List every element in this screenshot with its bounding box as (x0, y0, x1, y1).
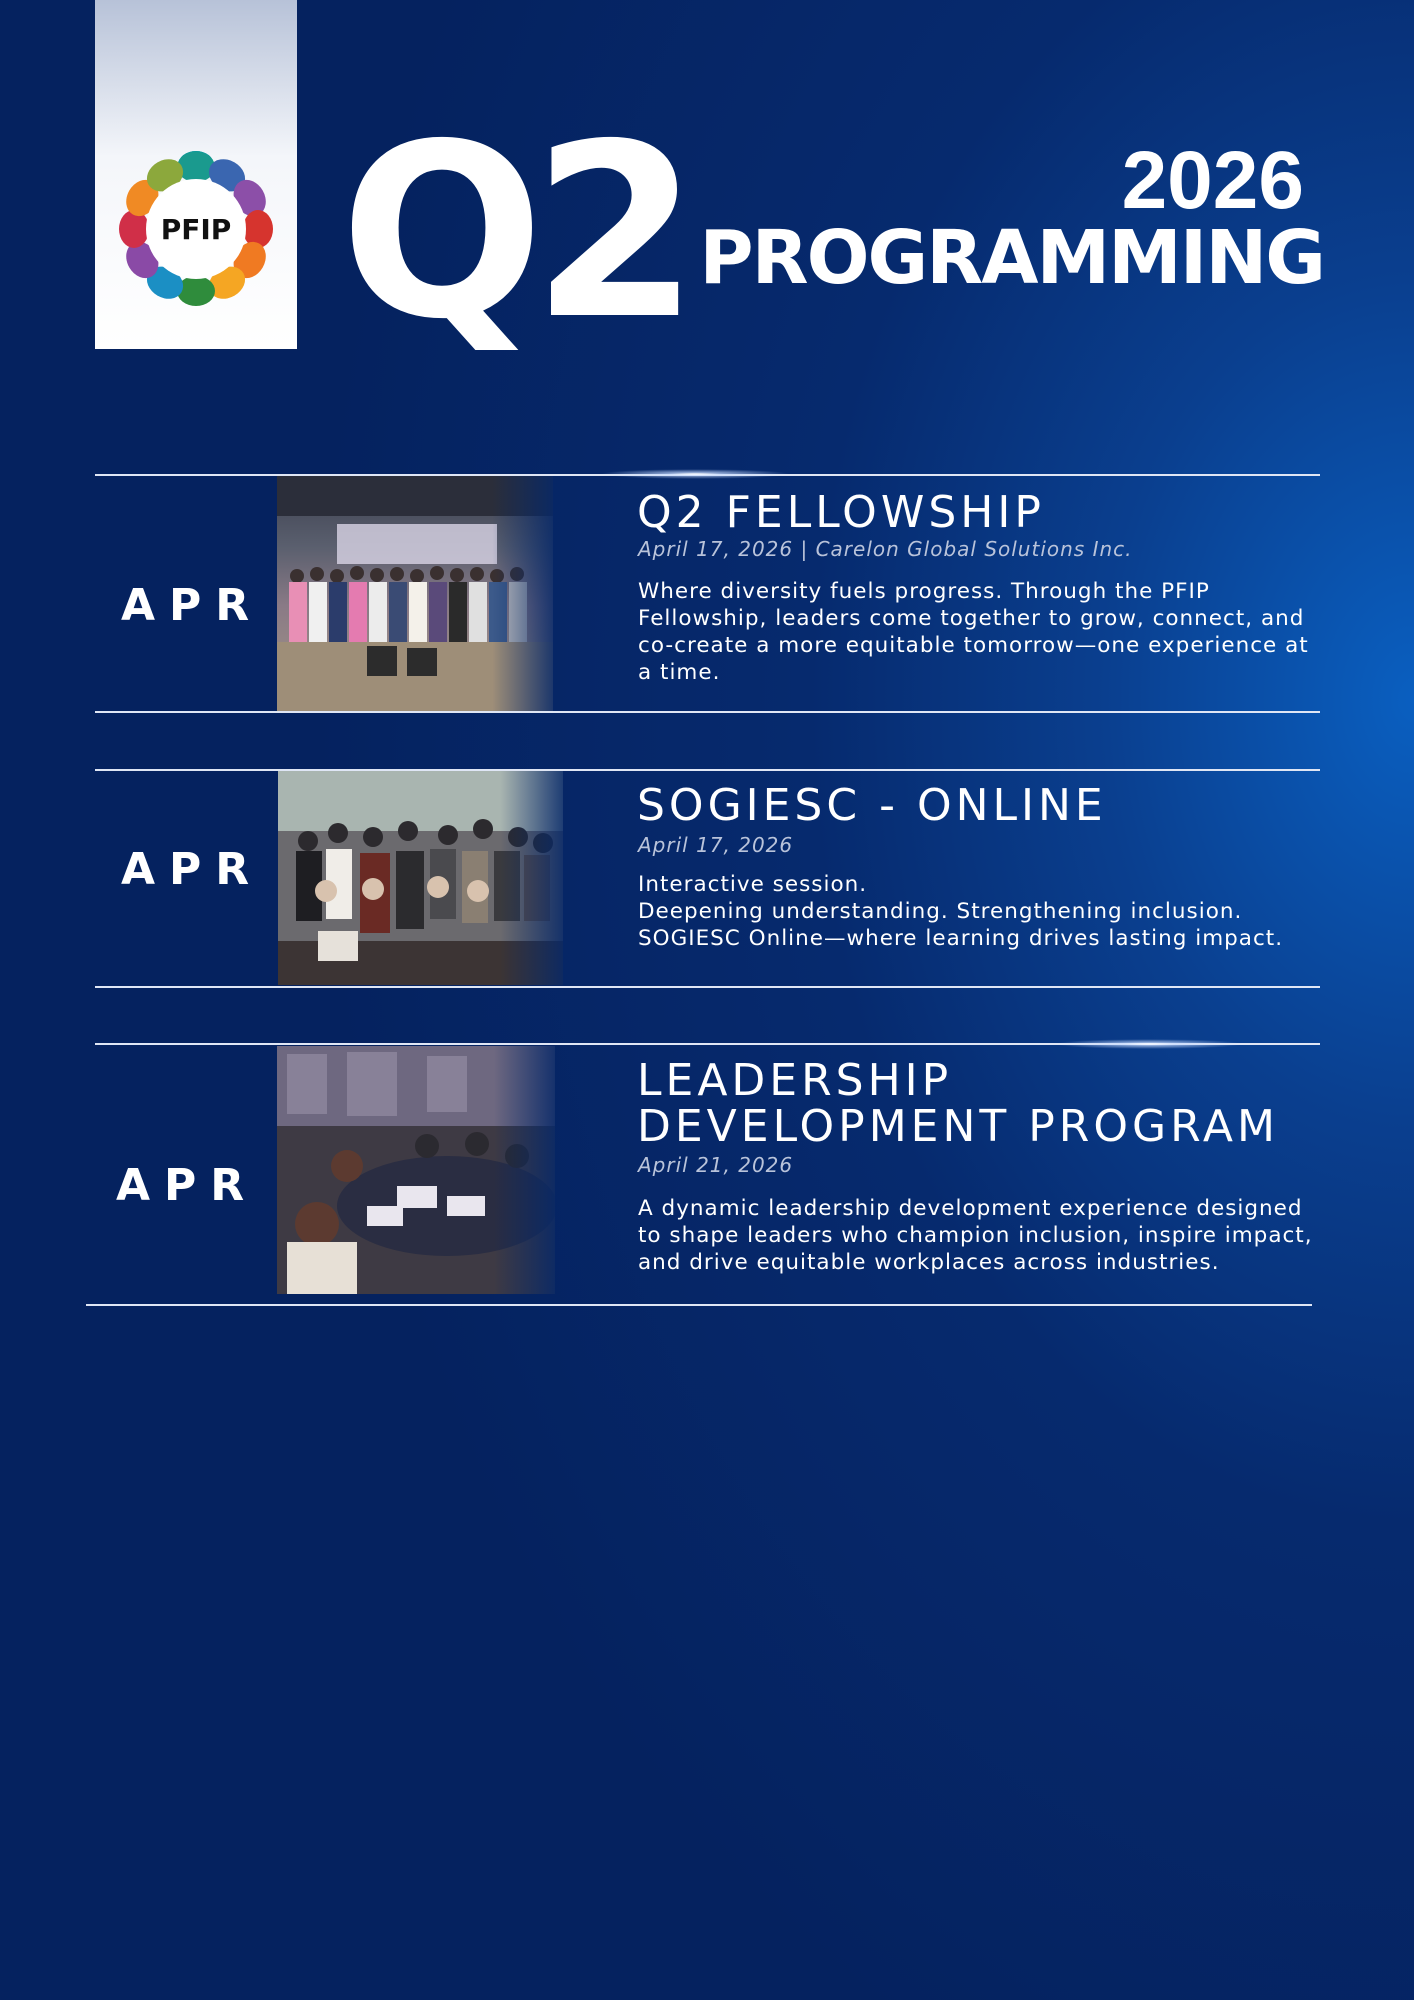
event-2-description-line: Interactive session. (638, 872, 868, 897)
pfip-logo-icon (109, 142, 283, 316)
event-1-month: APR (121, 580, 264, 631)
quarter-title: Q2 (340, 92, 688, 372)
year-title: 2026 (1121, 135, 1304, 226)
event-3-photo (277, 1046, 555, 1294)
event-1-meta: April 17, 2026 | Carelon Global Solutions Inc. (638, 537, 1133, 561)
glint-1 (600, 469, 790, 479)
event-2-description-line: SOGIESC Online—where learning drives lasting impact. (638, 926, 1284, 951)
event-2-month: APR (121, 844, 264, 895)
event-1-title: Q2 FELLOWSHIP (637, 487, 1045, 538)
event-2-description (638, 871, 1328, 952)
programming-title: PROGRAMMING (699, 215, 1324, 301)
divider-event-2-bottom (95, 986, 1320, 988)
event-2-description-line: Deepening understanding. Strengthening inclusion. (638, 899, 1243, 924)
event-3-description-line: A dynamic leadership development experience designed to shape leaders who champion inclusion, inspire impact, and drive equitable workplaces across industries. (638, 1196, 1313, 1275)
divider-event-3-bottom (86, 1304, 1312, 1306)
event-1-photo (277, 476, 553, 712)
glint-2 (1054, 1039, 1244, 1049)
logo-text: PFIP (160, 213, 232, 246)
event-1-description-line: Where diversity fuels progress. Through the PFIP Fellowship, leaders come together to grow, connect, and co-create a more equitable tomorrow—one experience at a time. (638, 579, 1309, 685)
event-2-meta: April 17, 2026 (638, 833, 794, 857)
event-3-title: LEADERSHIP DEVELOPMENT PROGRAM (637, 1055, 1279, 1152)
event-2-photo (278, 771, 563, 985)
logo-panel (95, 0, 297, 349)
divider-event-1-bottom (95, 711, 1320, 713)
event-3-month: APR (116, 1160, 259, 1211)
event-2-title: SOGIESC - ONLINE (637, 780, 1107, 831)
event-3-meta: April 21, 2026 (638, 1153, 794, 1177)
event-3-description (638, 1195, 1328, 1276)
event-1-description (638, 578, 1328, 686)
